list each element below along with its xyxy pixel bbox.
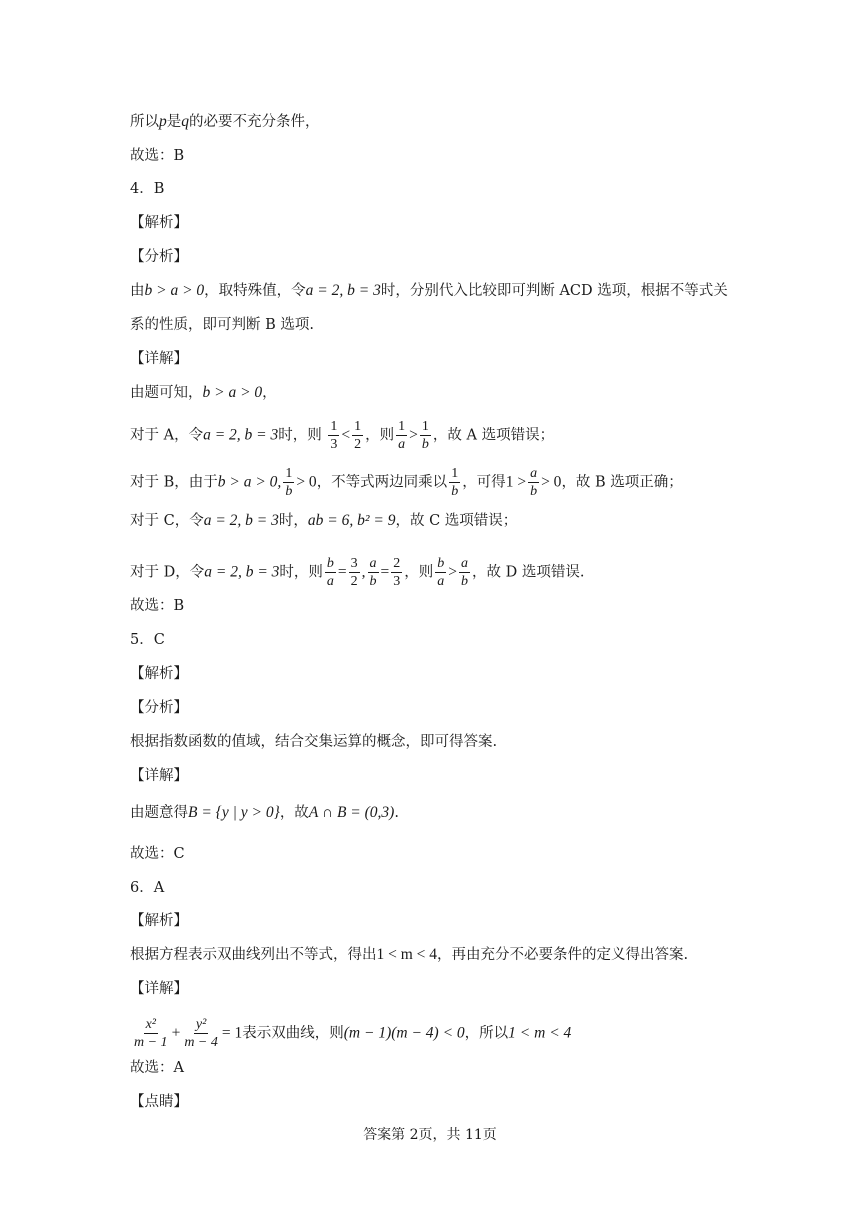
text-run: 对于 D，令 xyxy=(130,564,205,581)
text-run: ，故 A 选项错误； xyxy=(432,427,555,444)
text-run: ，所以 xyxy=(464,1025,509,1042)
fraction-denominator: b xyxy=(421,437,429,452)
fraction xyxy=(435,556,446,589)
fraction-denominator: 2 xyxy=(350,574,358,589)
math-operator: = 1 xyxy=(221,1024,243,1042)
fraction xyxy=(420,419,431,452)
math-operator: < xyxy=(341,426,351,444)
choice-line: 故选：B xyxy=(130,598,185,614)
fraction-numerator: 2 xyxy=(393,556,401,571)
text-run: 时，分别代入比较即可判断 ACD 选项，根据不等式关 xyxy=(380,283,728,299)
text-run: 对于 B，由于 xyxy=(130,474,218,491)
fraction-numerator: a xyxy=(369,556,377,571)
text-line xyxy=(130,556,584,589)
fraction xyxy=(182,1017,220,1050)
text-line xyxy=(130,466,683,499)
fraction-denominator: b xyxy=(530,484,538,499)
math-expr: a = 2, b = 3 xyxy=(203,512,279,529)
fraction-denominator: 3 xyxy=(330,437,338,452)
section-heading: 【详解】 xyxy=(130,351,188,367)
math-expr: b > a > 0 xyxy=(144,282,205,299)
text-run: ，故 C 选项错误； xyxy=(395,513,518,529)
math-expr: A ∩ B = (0,3) xyxy=(308,804,395,821)
section-heading: 【分析】 xyxy=(130,700,188,716)
text-line xyxy=(130,511,517,531)
fraction-denominator: 3 xyxy=(393,574,401,589)
fraction-denominator: a xyxy=(326,574,334,589)
fraction xyxy=(396,419,407,452)
text-run: ，则 xyxy=(365,427,395,444)
fraction xyxy=(449,466,460,499)
math-operator: = xyxy=(380,563,390,581)
math-expr: 1 > xyxy=(505,473,527,491)
fraction-denominator: b xyxy=(285,484,293,499)
math-var: p xyxy=(159,113,167,130)
text-run: 由题意得 xyxy=(130,805,188,821)
fraction xyxy=(459,556,470,589)
text-line xyxy=(130,419,554,452)
text-run: ，则 xyxy=(404,564,434,581)
math-operator: > 0 xyxy=(296,473,317,491)
text-line xyxy=(130,383,277,403)
fraction-denominator: m − 1 xyxy=(134,1035,168,1050)
choice-line: 故选：B xyxy=(130,148,185,164)
math-expr: B = {y | y > 0} xyxy=(188,804,280,821)
fraction-denominator: a xyxy=(398,437,406,452)
text-run: 表示双曲线，则 xyxy=(242,1025,344,1042)
text-run: 时，则 xyxy=(278,427,322,444)
text-run: ，不等式两边同乘以 xyxy=(316,474,448,491)
text-line xyxy=(130,803,399,823)
text-run: ，可得 xyxy=(462,474,506,491)
math-expr: (m − 1)(m − 4) < 0 xyxy=(343,1024,465,1042)
fraction xyxy=(368,556,379,589)
question-number: 6．A xyxy=(130,880,165,896)
fraction xyxy=(352,419,363,452)
fraction-numerator: x² xyxy=(145,1017,156,1032)
math-expr: a = 2, b = 3 xyxy=(305,282,381,299)
fraction-numerator: 1 xyxy=(421,419,429,434)
math-operator: > 0 xyxy=(541,473,562,491)
fraction-denominator: 2 xyxy=(354,437,362,452)
choice-line: 故选：C xyxy=(130,846,185,862)
text-line xyxy=(130,112,320,132)
math-expr: ab = 6, b² = 9 xyxy=(307,512,396,529)
fraction-numerator: b xyxy=(326,556,334,571)
fraction xyxy=(349,556,360,589)
fraction-denominator: b xyxy=(461,574,469,589)
math-expr: 1 < m < 4 xyxy=(508,1024,572,1042)
text-run: ，再由充分不必要条件的定义得出答案. xyxy=(437,947,689,963)
fraction-numerator: b xyxy=(437,556,445,571)
text-run: 根据方程表示双曲线列出不等式，得出 xyxy=(130,947,377,963)
math-operator: , xyxy=(361,563,366,581)
math-expr: 1 < m < 4 xyxy=(376,946,438,963)
math-operator: + xyxy=(171,1024,181,1042)
text-run: ，取特殊值，令 xyxy=(204,283,306,299)
text-run: 对于 C，令 xyxy=(130,513,204,529)
math-expr: b > a > 0 xyxy=(202,384,263,401)
text-line: 根据指数函数的值域，结合交集运算的概念，即可得答案. xyxy=(130,734,498,750)
math-operator: = xyxy=(337,563,347,581)
section-heading: 【点睛】 xyxy=(130,1094,188,1110)
choice-line: 故选：A xyxy=(130,1060,184,1076)
math-operator: > xyxy=(409,426,418,444)
text-run: . xyxy=(394,805,399,821)
section-heading: 【详解】 xyxy=(130,981,188,997)
section-heading: 【详解】 xyxy=(130,768,188,784)
text-run: ， xyxy=(262,385,277,401)
fraction-numerator: a xyxy=(461,556,469,571)
fraction xyxy=(528,466,539,499)
math-var: q xyxy=(181,113,189,130)
fraction xyxy=(391,556,402,589)
fraction-numerator: 1 xyxy=(330,419,338,434)
text-run: 对于 A，令 xyxy=(130,427,204,444)
section-heading: 【分析】 xyxy=(130,249,188,265)
question-number: 5．C xyxy=(130,632,165,648)
text-line xyxy=(130,281,728,301)
text-run: ，故 xyxy=(279,805,309,821)
text-run: ，故 B 选项正确； xyxy=(561,474,683,491)
text-run: 所以 xyxy=(130,114,159,130)
question-number: 4．B xyxy=(130,181,165,197)
math-expr: a = 2, b = 3 xyxy=(204,563,280,581)
fraction-numerator: 1 xyxy=(398,419,406,434)
section-heading: 【解析】 xyxy=(130,666,188,682)
text-run: ，故 D 选项错误. xyxy=(472,564,585,581)
fraction xyxy=(132,1017,170,1050)
text-run: 时，则 xyxy=(279,564,323,581)
section-heading: 【解析】 xyxy=(130,913,188,929)
fraction-numerator: 3 xyxy=(350,556,358,571)
text-run: 的必要不充分条件， xyxy=(189,114,320,130)
fraction-numerator: 1 xyxy=(354,419,362,434)
fraction xyxy=(283,466,294,499)
math-operator: > xyxy=(448,563,458,581)
fraction-numerator: a xyxy=(530,466,538,481)
text-line: 系的性质，即可判断 B 选项. xyxy=(130,317,314,333)
fraction-denominator: a xyxy=(437,574,445,589)
text-run: 由题可知， xyxy=(130,385,203,401)
fraction-numerator: 1 xyxy=(285,466,293,481)
fraction-denominator: b xyxy=(369,574,377,589)
fraction-denominator: b xyxy=(451,484,459,499)
text-run: 由 xyxy=(130,283,145,299)
text-run: 时， xyxy=(278,513,308,529)
text-run: 是 xyxy=(166,114,182,130)
section-heading: 【解析】 xyxy=(130,215,188,231)
fraction-numerator: y² xyxy=(195,1017,207,1032)
math-expr: a = 2, b = 3 xyxy=(203,426,279,444)
text-line xyxy=(130,945,688,965)
fraction-denominator: m − 4 xyxy=(184,1035,218,1050)
fraction-numerator: 1 xyxy=(451,466,459,481)
math-expr: b > a > 0, xyxy=(217,473,282,491)
fraction xyxy=(328,419,339,452)
page-footer: 答案第 2页，共 11页 xyxy=(363,1127,497,1143)
fraction xyxy=(325,556,336,589)
text-line xyxy=(130,1017,571,1050)
